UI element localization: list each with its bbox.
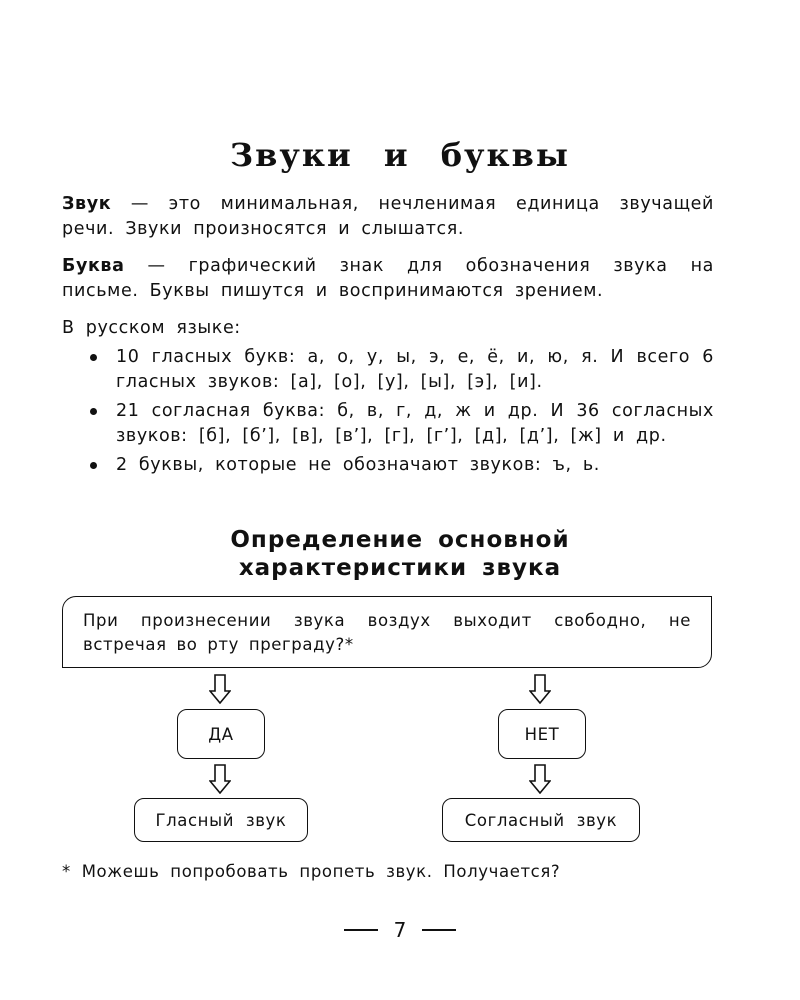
yes-box: ДА — [177, 709, 265, 759]
no-box: НЕТ — [498, 709, 586, 759]
flowchart-question-box: При произнесении звука воздух выходит свободно, не встречая во рту преграду?* — [62, 596, 712, 668]
subtitle-line-2: характеристики звука — [238, 555, 562, 581]
footnote: * Можешь попробовать пропеть звук. Получается? — [62, 862, 561, 881]
section-subtitle — [0, 526, 800, 582]
down-arrow-icon — [209, 764, 231, 794]
bullet-text: 2 буквы, которые не обозначают звуков: ъ, ь. — [116, 455, 600, 475]
list-item — [62, 345, 714, 395]
consonant-result-box: Согласный звук — [442, 798, 640, 842]
divider — [344, 929, 378, 931]
bullet-icon — [90, 354, 97, 361]
term-sound: Звук — [62, 194, 112, 214]
subtitle-line-1: Определение основной — [230, 527, 570, 553]
down-arrow-icon — [529, 674, 551, 704]
vowel-result-box: Гласный звук — [134, 798, 308, 842]
page-number: 7 — [393, 918, 407, 942]
definition-letter — [62, 254, 714, 304]
page-title: Звуки и буквы — [230, 136, 570, 174]
list-item — [62, 399, 714, 449]
bullet-text: 10 гласных букв: а, о, у, ы, э, е, ё, и, ю, я. И всего 6 гласных звуков: [а], [о], [у], [ы], [э], [и]. — [116, 347, 714, 392]
page-number-footer — [0, 918, 800, 942]
definition-sound-text: — это минимальная, нечленимая единица звучащей речи. Звуки произносятся и слышатся. — [62, 194, 714, 239]
down-arrow-icon — [529, 764, 551, 794]
list-item — [62, 453, 714, 478]
russian-language-facts — [62, 316, 714, 482]
definition-letter-text: — графический знак для обозначения звука на письме. Буквы пишутся и воспринимаются зрением. — [62, 256, 714, 301]
term-letter: Буква — [62, 256, 125, 276]
bullet-icon — [90, 462, 97, 469]
facts-list — [62, 345, 714, 478]
facts-intro: В русском языке: — [62, 318, 241, 338]
definition-sound — [62, 192, 714, 242]
down-arrow-icon — [209, 674, 231, 704]
bullet-icon — [90, 408, 97, 415]
divider — [422, 929, 456, 931]
bullet-text: 21 согласная буква: б, в, г, д, ж и др. И 36 согласных звуков: [б], [б’], [в], [в’], [г], [г’], [д], [д’], [ж] и др. — [116, 401, 714, 446]
